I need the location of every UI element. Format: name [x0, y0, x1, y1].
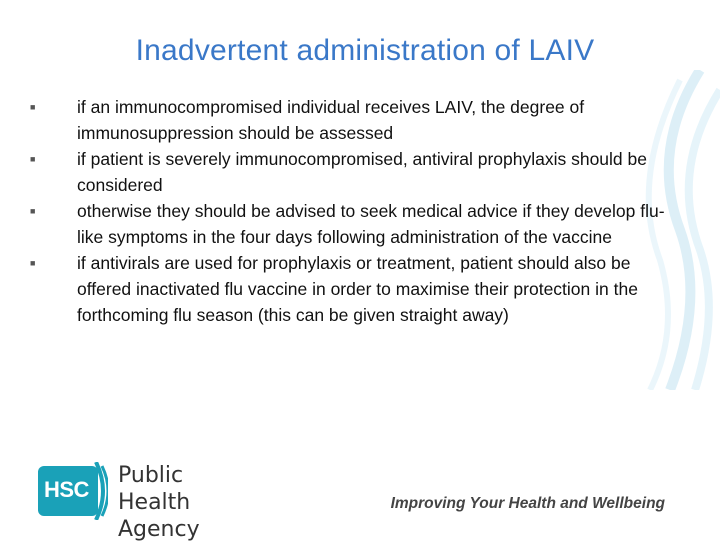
- tagline: Improving Your Health and Wellbeing: [390, 495, 665, 512]
- bullet-text: if antivirals are used for prophylaxis or treatment, patient should also be offered inactivated flu vaccine in order to maximise their protection in the forthcoming flu season (this can be given straight away): [77, 253, 638, 325]
- bullet-list: [30, 94, 670, 328]
- small-square-bullet-icon: ■: [30, 102, 36, 112]
- slide-title: Inadvertent administration of LAIV: [135, 34, 595, 67]
- bullet-text: otherwise they should be advised to seek medical advice if they develop flu-like symptoms in the four days following administration of the vaccine: [77, 201, 665, 247]
- logo-mark-text: HSC: [44, 477, 89, 502]
- logo-line-2: Agency: [118, 517, 200, 542]
- list-item: [30, 250, 670, 328]
- logo-name: [118, 462, 248, 543]
- logo-line-1: Public Health: [118, 463, 191, 515]
- list-item: [30, 198, 670, 250]
- small-square-bullet-icon: ■: [30, 154, 36, 164]
- small-square-bullet-icon: ■: [30, 206, 36, 216]
- bullet-text: if patient is severely immunocompromised, antiviral prophylaxis should be considered: [77, 149, 647, 195]
- list-item: [30, 146, 670, 198]
- list-item: [30, 94, 670, 146]
- small-square-bullet-icon: ■: [30, 258, 36, 268]
- bullet-text: if an immunocompromised individual receives LAIV, the degree of immunosuppression should be assessed: [77, 97, 585, 143]
- hsc-public-health-agency-logo: [38, 462, 248, 542]
